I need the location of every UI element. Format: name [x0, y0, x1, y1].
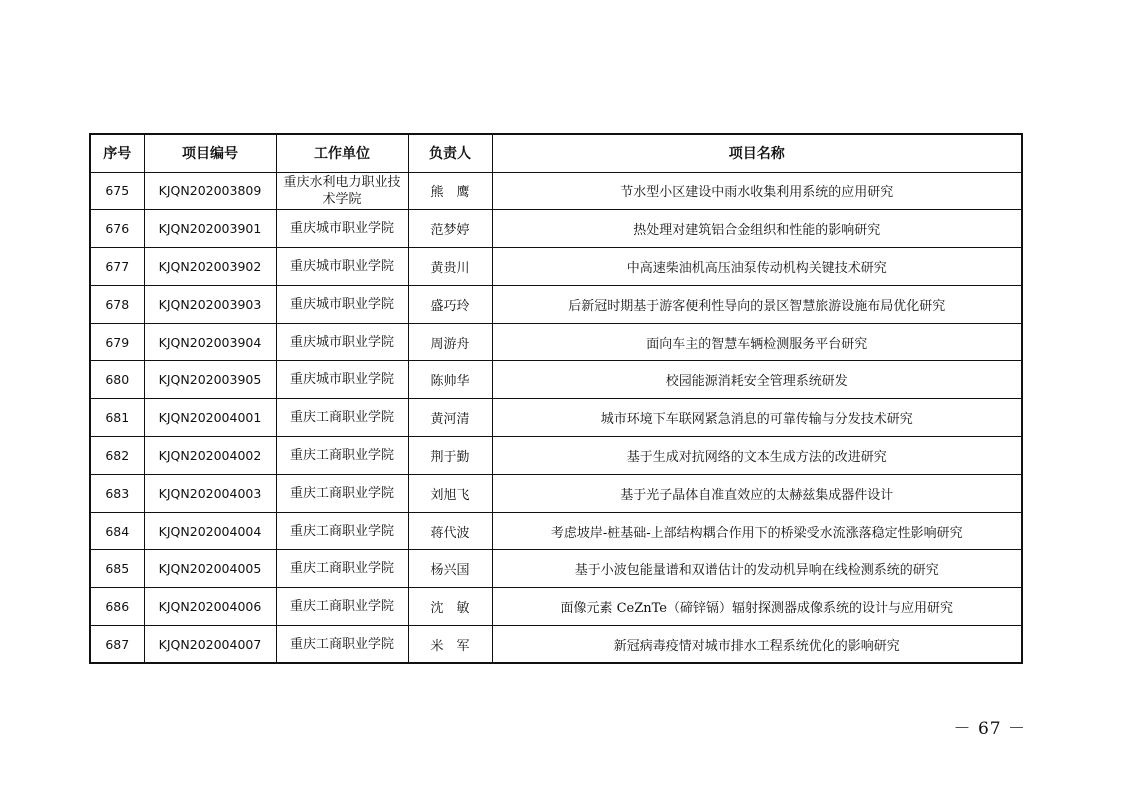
header-project-title: 项目名称	[492, 134, 1022, 172]
row-work-unit: 重庆工商职业学院	[276, 512, 408, 550]
row-project-title: 基于生成对抗网络的文本生成方法的改进研究	[492, 437, 1022, 475]
row-project-title: 城市环境下车联网紧急消息的可靠传输与分发技术研究	[492, 399, 1022, 437]
table-row	[90, 361, 1022, 399]
row-index: 685	[90, 550, 144, 588]
row-leader: 熊 鹰	[408, 172, 492, 210]
row-work-unit: 重庆城市职业学院	[276, 210, 408, 248]
row-work-unit: 重庆工商职业学院	[276, 437, 408, 475]
table-row	[90, 323, 1022, 361]
row-work-unit: 重庆水利电力职业技术学院	[276, 172, 408, 210]
row-leader: 陈帅华	[408, 361, 492, 399]
row-project-code: KJQN202003903	[144, 285, 276, 323]
row-work-unit: 重庆工商职业学院	[276, 588, 408, 626]
table-row	[90, 474, 1022, 512]
header-project-code: 项目编号	[144, 134, 276, 172]
table-body	[90, 172, 1022, 663]
row-leader: 蒋代波	[408, 512, 492, 550]
row-work-unit: 重庆工商职业学院	[276, 474, 408, 512]
row-work-unit: 重庆城市职业学院	[276, 248, 408, 286]
row-leader: 米 军	[408, 626, 492, 664]
row-project-title: 后新冠时期基于游客便利性导向的景区智慧旅游设施布局优化研究	[492, 285, 1022, 323]
row-work-unit: 重庆城市职业学院	[276, 323, 408, 361]
row-project-title: 热处理对建筑铝合金组织和性能的影响研究	[492, 210, 1022, 248]
row-index: 682	[90, 437, 144, 475]
table-row	[90, 512, 1022, 550]
row-leader: 沈 敏	[408, 588, 492, 626]
table-row	[90, 248, 1022, 286]
row-project-code: KJQN202004001	[144, 399, 276, 437]
row-work-unit: 重庆城市职业学院	[276, 285, 408, 323]
row-leader: 盛巧玲	[408, 285, 492, 323]
table-row	[90, 550, 1022, 588]
row-project-title: 考虑坡岸-桩基础-上部结构耦合作用下的桥梁受水流涨落稳定性影响研究	[492, 512, 1022, 550]
row-index: 678	[90, 285, 144, 323]
table-header-row	[90, 134, 1022, 172]
row-index: 686	[90, 588, 144, 626]
project-table	[89, 133, 1023, 664]
row-project-title: 面向车主的智慧车辆检测服务平台研究	[492, 323, 1022, 361]
row-project-title: 面像元素 CeZnTe（碲锌镉）辐射探测器成像系统的设计与应用研究	[492, 588, 1022, 626]
table-row	[90, 437, 1022, 475]
row-index: 681	[90, 399, 144, 437]
row-index: 687	[90, 626, 144, 664]
row-project-title: 基于光子晶体自准直效应的太赫兹集成器件设计	[492, 474, 1022, 512]
table-row	[90, 172, 1022, 210]
row-project-code: KJQN202003809	[144, 172, 276, 210]
row-index: 679	[90, 323, 144, 361]
row-project-code: KJQN202003905	[144, 361, 276, 399]
row-project-code: KJQN202003901	[144, 210, 276, 248]
row-work-unit: 重庆工商职业学院	[276, 626, 408, 664]
row-index: 676	[90, 210, 144, 248]
page-number: － 67 －	[953, 719, 1026, 739]
row-index: 675	[90, 172, 144, 210]
row-work-unit: 重庆工商职业学院	[276, 399, 408, 437]
row-leader: 黄贵川	[408, 248, 492, 286]
header-work-unit: 工作单位	[276, 134, 408, 172]
row-project-code: KJQN202004007	[144, 626, 276, 664]
row-project-title: 节水型小区建设中雨水收集利用系统的应用研究	[492, 172, 1022, 210]
header-index: 序号	[90, 134, 144, 172]
row-project-code: KJQN202004003	[144, 474, 276, 512]
row-project-code: KJQN202004006	[144, 588, 276, 626]
table-row	[90, 285, 1022, 323]
table-row	[90, 399, 1022, 437]
row-project-title: 新冠病毒疫情对城市排水工程系统优化的影响研究	[492, 626, 1022, 664]
row-index: 677	[90, 248, 144, 286]
row-leader: 范梦婷	[408, 210, 492, 248]
row-project-code: KJQN202004005	[144, 550, 276, 588]
row-index: 683	[90, 474, 144, 512]
table-row	[90, 210, 1022, 248]
row-project-title: 中高速柴油机高压油泵传动机构关键技术研究	[492, 248, 1022, 286]
row-leader: 杨兴国	[408, 550, 492, 588]
row-index: 680	[90, 361, 144, 399]
table-row	[90, 588, 1022, 626]
row-project-code: KJQN202004002	[144, 437, 276, 475]
row-project-code: KJQN202004004	[144, 512, 276, 550]
row-project-code: KJQN202003902	[144, 248, 276, 286]
row-index: 684	[90, 512, 144, 550]
row-leader: 黄河清	[408, 399, 492, 437]
table-row	[90, 626, 1022, 664]
row-leader: 刘旭飞	[408, 474, 492, 512]
row-leader: 周游舟	[408, 323, 492, 361]
row-leader: 荆于勤	[408, 437, 492, 475]
row-work-unit: 重庆城市职业学院	[276, 361, 408, 399]
row-project-code: KJQN202003904	[144, 323, 276, 361]
header-leader: 负责人	[408, 134, 492, 172]
row-project-title: 校园能源消耗安全管理系统研发	[492, 361, 1022, 399]
row-project-title: 基于小波包能量谱和双谱估计的发动机异响在线检测系统的研究	[492, 550, 1022, 588]
row-work-unit: 重庆工商职业学院	[276, 550, 408, 588]
